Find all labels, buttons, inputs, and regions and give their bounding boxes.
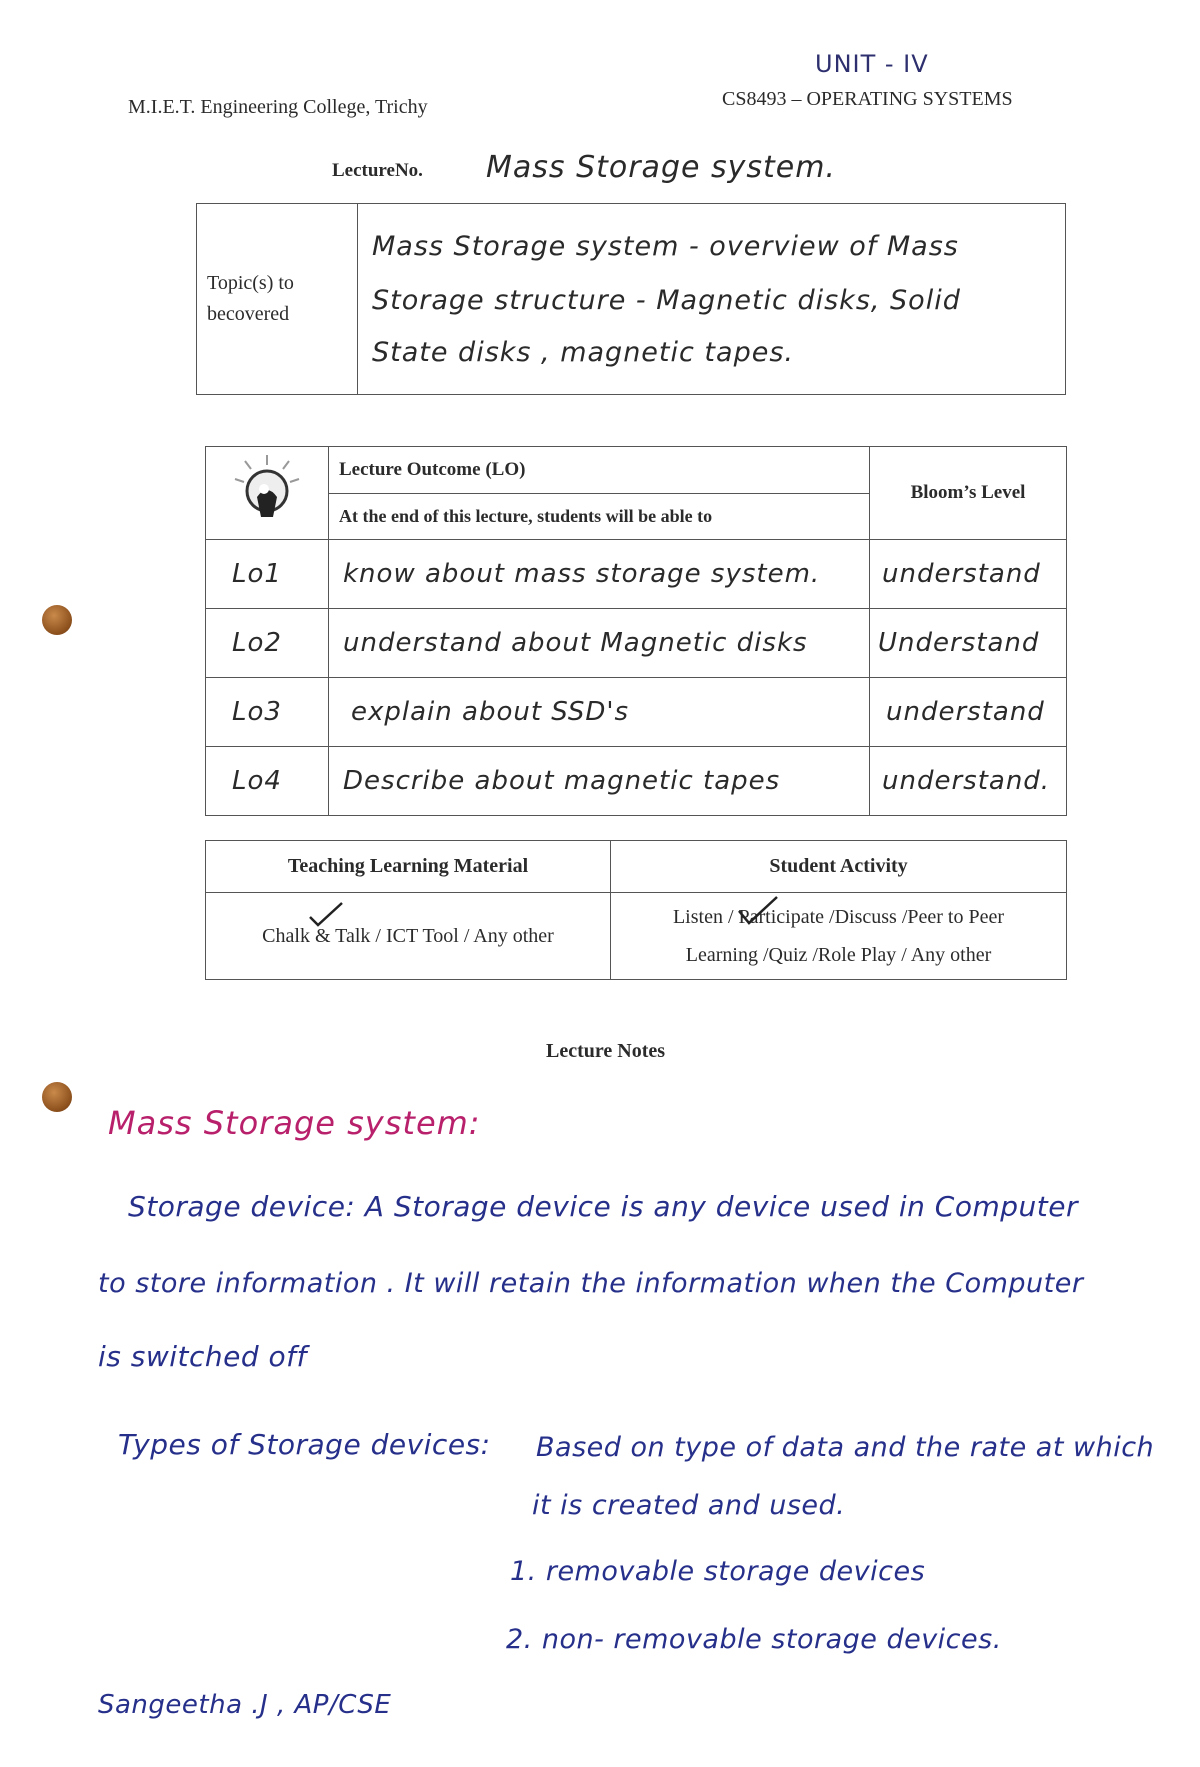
lo-id: Lo4	[206, 747, 329, 816]
teaching-table	[205, 840, 1067, 980]
notes-paragraph-line-2: to store information . It will retain the information when the Computer	[98, 1268, 1084, 1299]
topics-label-line2: becovered	[207, 303, 290, 325]
lo-text: understand about Magnetic disks	[329, 609, 870, 678]
activity-cell	[611, 893, 1067, 980]
lo-level: understand	[870, 678, 1067, 747]
types-item-2: 2. non- removable storage devices.	[506, 1624, 1002, 1655]
outcome-header-title: Lecture Outcome (LO)	[329, 447, 870, 494]
topics-label-cell	[197, 204, 358, 395]
unit-label: UNIT - IV	[815, 50, 929, 78]
lo-id: Lo3	[206, 678, 329, 747]
topics-content-cell	[358, 204, 1066, 395]
material-cell	[206, 893, 611, 980]
types-label: Types of Storage devices:	[118, 1428, 491, 1461]
table-row	[206, 609, 1067, 678]
activity-line-2: Learning /Quiz /Role Play / Any other	[685, 944, 992, 966]
punch-hole	[42, 605, 72, 635]
notes-paragraph-line-3: is switched off	[98, 1340, 307, 1373]
lecture-no-label: LectureNo.	[332, 160, 423, 181]
lo-text: Describe about magnetic tapes	[329, 747, 870, 816]
table-row	[206, 540, 1067, 609]
lo-id: Lo2	[206, 609, 329, 678]
lo-level: Understand	[870, 609, 1067, 678]
bloom-header: Bloom’s Level	[870, 447, 1067, 540]
lo-level: understand.	[870, 747, 1067, 816]
topics-line-3: State disks , magnetic tapes.	[372, 337, 794, 368]
punch-hole	[42, 1082, 72, 1112]
lecture-title: Mass Storage system.	[486, 150, 836, 185]
table-row	[206, 747, 1067, 816]
course-code: CS8493 – OPERATING SYSTEMS	[722, 88, 1013, 110]
activity-line-1: Listen / Participate /Discuss /Peer to Peer	[672, 906, 1005, 928]
signature: Sangeetha .J , AP/CSE	[98, 1690, 392, 1720]
topics-table	[196, 203, 1066, 395]
lo-level: understand	[870, 540, 1067, 609]
college-name: M.I.E.T. Engineering College, Trichy	[128, 96, 428, 118]
lightbulb-head-icon	[227, 451, 307, 531]
topics-line-1: Mass Storage system - overview of Mass	[372, 231, 959, 262]
lo-id: Lo1	[206, 540, 329, 609]
outcomes-table	[205, 446, 1067, 816]
check-mark-icon	[735, 893, 781, 927]
types-line-1: Based on type of data and the rate at which	[536, 1432, 1155, 1463]
material-text: Chalk & Talk / ICT Tool / Any other	[262, 924, 554, 947]
check-mark-icon	[306, 899, 346, 929]
topics-line-2: Storage structure - Magnetic disks, Solid	[372, 285, 961, 316]
outcome-header-sub: At the end of this lecture, students will be able to	[329, 493, 870, 540]
notes-heading: Lecture Notes	[546, 1040, 666, 1062]
notes-title: Mass Storage system:	[108, 1104, 481, 1142]
lo-text: know about mass storage system.	[329, 540, 870, 609]
notes-paragraph-line-1: Storage device: A Storage device is any device used in Computer	[128, 1190, 1079, 1223]
outcome-icon-cell	[206, 447, 329, 540]
material-header: Teaching Learning Material	[206, 841, 611, 893]
activity-header: Student Activity	[611, 841, 1067, 893]
types-item-1: 1. removable storage devices	[510, 1556, 926, 1587]
types-line-2: it is created and used.	[532, 1490, 846, 1521]
topics-label-line1: Topic(s) to	[207, 272, 294, 294]
lo-text: explain about SSD's	[329, 678, 870, 747]
table-row	[206, 678, 1067, 747]
